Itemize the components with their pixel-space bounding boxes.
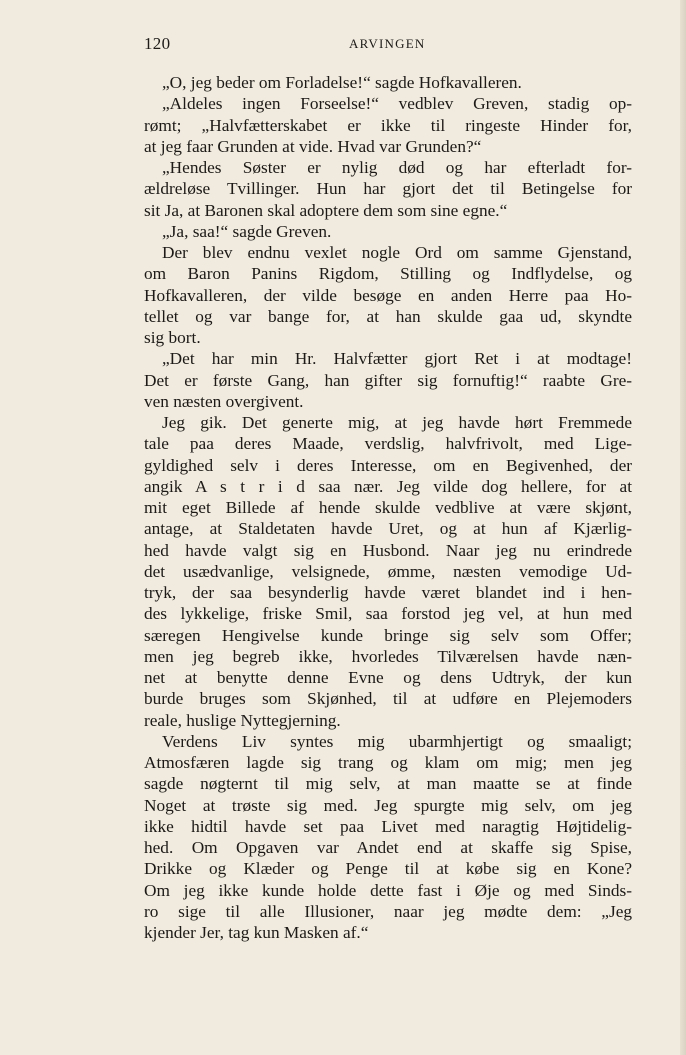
text-line: antage, at Staldetaten havde Uret, og at hun af Kjærlig- xyxy=(144,519,632,539)
text-line: „Hendes Søster er nylig død og har efterladt for- xyxy=(162,158,632,177)
text-line: Om jeg ikke kunde holde dette fast i Øje og med Sinds- xyxy=(144,880,632,900)
text-line: Atmosfæren lagde sig trang og klam om mig; men jeg xyxy=(144,753,632,772)
text-line: det usædvanlige, velsignede, ømme, næsten vemodige Ud- xyxy=(144,561,632,581)
text-line: Det er første Gang, han gifter sig fornuftig!“ raabte Gre- xyxy=(144,370,632,390)
text-line: ven næsten overgivent. xyxy=(144,391,304,411)
text-line: Noget at trøste sig med. Jeg spurgte mig selv, om jeg xyxy=(144,795,632,815)
text-line: „Aldeles ingen Forseelse!“ vedblev Greven, stadig op- xyxy=(162,94,632,114)
text-line: Drikke og Klæder og Penge til at købe sig en Kone? xyxy=(144,859,632,879)
text-line: reale, huslige Nyttegjerning. xyxy=(144,710,341,730)
text-line: net at benytte denne Evne og dens Udtryk, der kun xyxy=(144,668,632,687)
text-line: „O, jeg beder om Forladelse!“ sagde Hofkavalleren. xyxy=(162,73,522,92)
text-line: men jeg begreb ikke, hvorledes Tilværelsen havde næn- xyxy=(144,646,632,666)
text-line: sagde nøgternt til mig selv, at man maatte se at finde xyxy=(144,774,632,794)
page-number: 120 xyxy=(144,34,171,53)
text-line: særegen Hengivelse kunde bringe sig selv som Offer; xyxy=(144,625,632,645)
text-line: „Ja, saa!“ sagde Greven. xyxy=(162,221,332,241)
text-line: des lykkelige, friske Smil, saa forstod jeg vel, at hun med xyxy=(144,604,632,624)
text-line: angik A s t r i d saa nær. Jeg vilde dog hellere, for at xyxy=(144,476,632,496)
text-line: ældreløse Tvillinger. Hun har gjort det til Betingelse for xyxy=(144,179,632,199)
text-line: rømt; „Halvfætterskabet er ikke til ringeste Hinder for, xyxy=(144,115,632,135)
text-line: mit eget Billede af hende skulde vedblive at være skjønt, xyxy=(144,498,632,517)
text-line: at jeg faar Grunden at vide. Hvad var Grunden?“ xyxy=(144,136,482,156)
page-header xyxy=(144,34,632,58)
text-line: sit Ja, at Baronen skal adoptere dem som sine egne.“ xyxy=(144,200,508,220)
text-line: ikke hidtil havde set paa Livet med naragtig Højtidelig- xyxy=(144,816,632,836)
text-line: ro sige til alle Illusioner, naar jeg mødte dem: „Jeg xyxy=(144,901,632,921)
text-line: tale paa deres Maade, verdslig, halvfrivolt, med Lige- xyxy=(144,434,632,454)
running-title: ARVINGEN xyxy=(349,36,426,51)
text-line: kjender Jer, tag kun Masken af.“ xyxy=(144,923,369,942)
text-line: om Baron Panins Rigdom, Stilling og Indflydelse, og xyxy=(144,264,632,284)
page-edge xyxy=(680,0,686,1055)
text-line: tellet og var bange for, at han skulde gaa ud, skyndte xyxy=(144,306,632,326)
text-line: Verdens Liv syntes mig ubarmhjertigt og smaaligt; xyxy=(162,731,632,751)
text-line: Der blev endnu vexlet nogle Ord om samme Gjenstand, xyxy=(162,243,632,262)
body-text xyxy=(144,72,632,943)
text-line: Jeg gik. Det generte mig, at jeg havde hørt Fremmede xyxy=(162,413,632,432)
text-line: Hofkavalleren, der vilde besøge en anden Herre paa Ho- xyxy=(144,285,632,305)
text-line: sig bort. xyxy=(144,328,201,347)
text-line: hed havde valgt sig en Husbond. Naar jeg nu erindrede xyxy=(144,540,632,560)
text-line: hed. Om Opgaven var Andet end at skaffe sig Spise, xyxy=(144,838,632,857)
text-line: gyldighed selv i deres Interesse, om en Begivenhed, der xyxy=(144,455,632,475)
text-line: tryk, der saa besynderlig havde været blandet ind i hen- xyxy=(144,583,632,602)
text-line: „Det har min Hr. Halvfætter gjort Ret i at modtage! xyxy=(162,349,632,369)
text-line: burde bruges som Skjønhed, til at udføre en Plejemoders xyxy=(144,689,632,709)
